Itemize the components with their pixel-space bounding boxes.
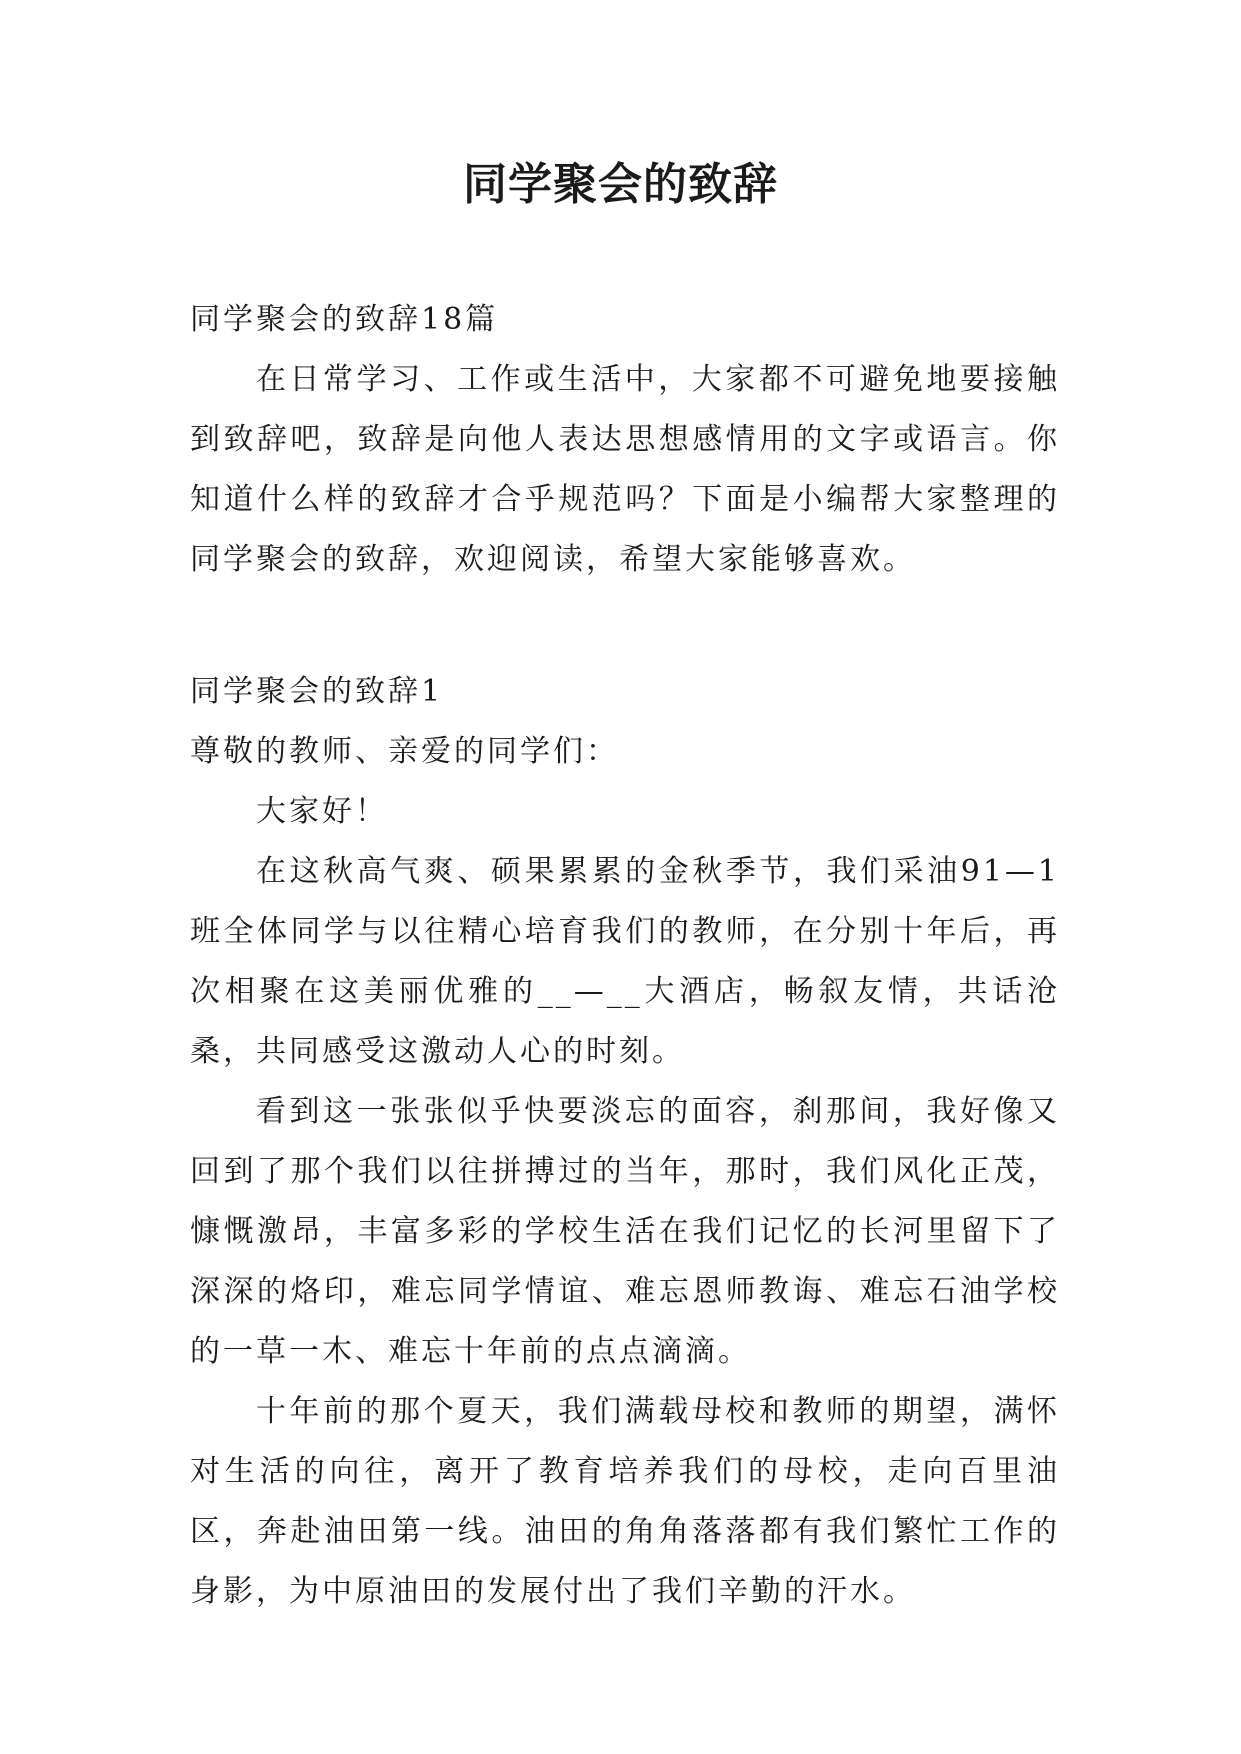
greeting: 大家好！ bbox=[256, 794, 388, 829]
document-body bbox=[190, 290, 1060, 1622]
body-paragraph: 看到这一张张似乎快要淡忘的面容，刹那间，我好像又回到了那个我们以往拼搏过的当年，那时，我们风化正茂，慷慨激昂，丰富多彩的学校生活在我们记忆的长河里留下了深深的烙印，难忘同学情谊、难忘恩师教诲、难忘石油学校的一草一木、难忘十年前的点点滴滴。 bbox=[190, 1094, 1060, 1369]
body-paragraph: 在这秋高气爽、硕果累累的金秋季节，我们采油91—1班全体同学与以往精心培育我们的教师，在分别十年后，再次相聚在这美丽优雅的__—__大酒店，畅叙友情，共话沧桑，共同感受这激动人心的时刻。 bbox=[190, 854, 1060, 1069]
document-subtitle: 同学聚会的致辞18篇 bbox=[190, 302, 499, 337]
salutation: 尊敬的教师、亲爱的同学们： bbox=[190, 734, 619, 769]
body-paragraph: 十年前的那个夏天，我们满载母校和教师的期望，满怀对生活的向往，离开了教育培养我们的母校，走向百里油区，奔赴油田第一线。油田的角角落落都有我们繁忙工作的身影，为中原油田的发展付出了我们辛勤的汗水。 bbox=[190, 1394, 1060, 1609]
document-title: 同学聚会的致辞 bbox=[463, 159, 778, 210]
paragraph-spacer bbox=[190, 590, 1060, 662]
intro-paragraph: 在日常学习、工作或生活中，大家都不可避免地要接触到致辞吧，致辞是向他人表达思想感情用的文字或语言。你知道什么样的致辞才合乎规范吗？下面是小编帮大家整理的同学聚会的致辞，欢迎阅读，希望大家能够喜欢。 bbox=[190, 362, 1060, 577]
section-heading: 同学聚会的致辞1 bbox=[190, 674, 444, 709]
